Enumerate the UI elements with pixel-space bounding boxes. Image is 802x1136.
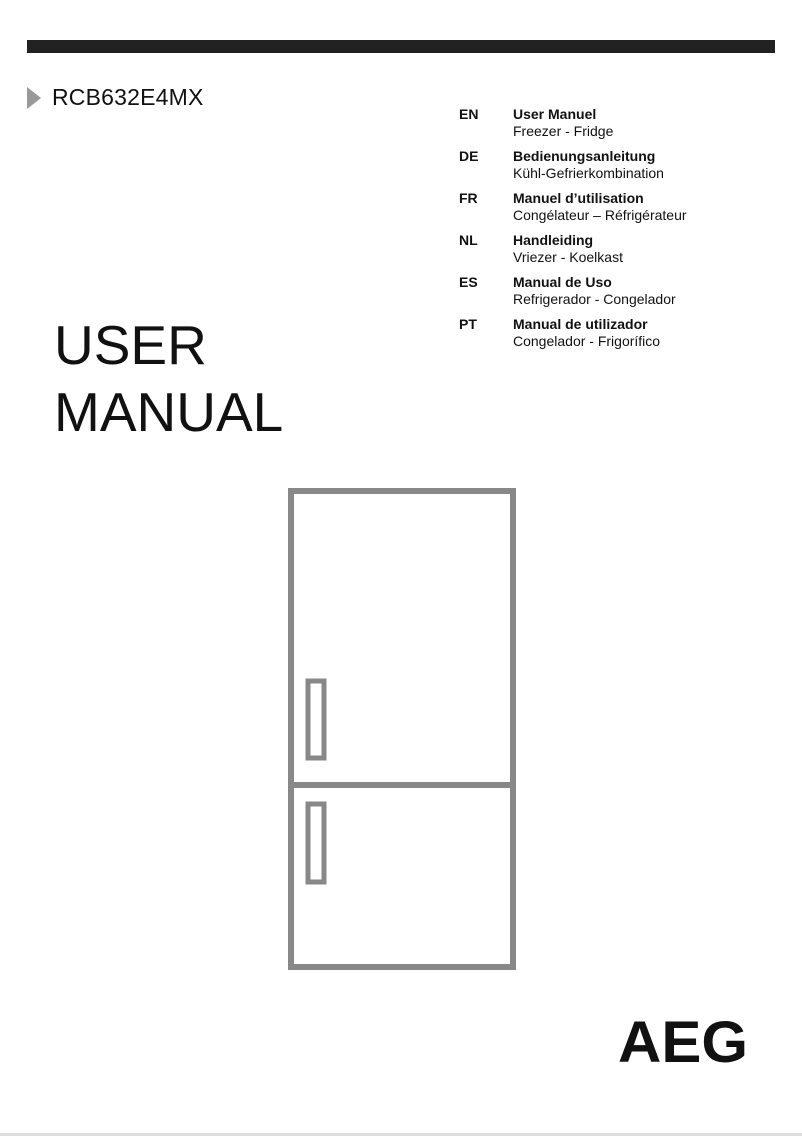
language-code: FR <box>459 190 478 206</box>
page-title <box>54 312 283 446</box>
language-item-nl <box>459 232 789 266</box>
language-code: ES <box>459 274 478 290</box>
language-text <box>513 316 660 350</box>
language-code: PT <box>459 316 477 332</box>
language-title: Manual de Uso <box>513 274 612 290</box>
language-code: EN <box>459 106 479 122</box>
language-title: Manuel d’utilisation <box>513 190 644 206</box>
title-line-1: USER <box>54 314 207 376</box>
language-text <box>513 106 613 140</box>
language-title: User Manuel <box>513 106 597 122</box>
language-subtitle: Freezer - Fridge <box>513 123 614 139</box>
language-item-en <box>459 106 789 140</box>
language-title: Bedienungsanleitung <box>513 148 656 164</box>
language-text <box>513 190 687 224</box>
language-item-es <box>459 274 789 308</box>
language-code: NL <box>459 232 478 248</box>
model-code: RCB632E4MX <box>52 84 204 110</box>
language-subtitle: Congélateur – Réfrigérateur <box>513 207 687 223</box>
language-subtitle: Vriezer - Koelkast <box>513 249 623 265</box>
language-subtitle: Kühl-Gefrierkombination <box>513 165 664 181</box>
language-item-pt <box>459 316 789 350</box>
language-text <box>513 232 623 266</box>
title-line-2: MANUAL <box>54 381 284 443</box>
top-bar <box>27 40 775 53</box>
language-text <box>513 148 664 182</box>
language-subtitle: Refrigerador - Congelador <box>513 291 676 307</box>
language-item-fr <box>459 190 789 224</box>
language-title: Handleiding <box>513 232 594 248</box>
aeg-logo <box>618 1010 750 1068</box>
freezer-door-handle <box>308 804 324 882</box>
language-title: Manual de utilizador <box>513 316 648 332</box>
svg-text:AEG: AEG <box>618 1010 748 1068</box>
language-subtitle: Congelador - Frigorífico <box>513 333 661 349</box>
model-header <box>26 84 204 111</box>
language-text <box>513 274 676 308</box>
fridge-freezer-icon <box>288 488 516 970</box>
language-item-de <box>459 148 789 182</box>
fridge-door-handle <box>308 681 324 758</box>
language-list <box>459 106 789 358</box>
language-code: DE <box>459 148 479 164</box>
triangle-right-icon <box>26 86 42 110</box>
